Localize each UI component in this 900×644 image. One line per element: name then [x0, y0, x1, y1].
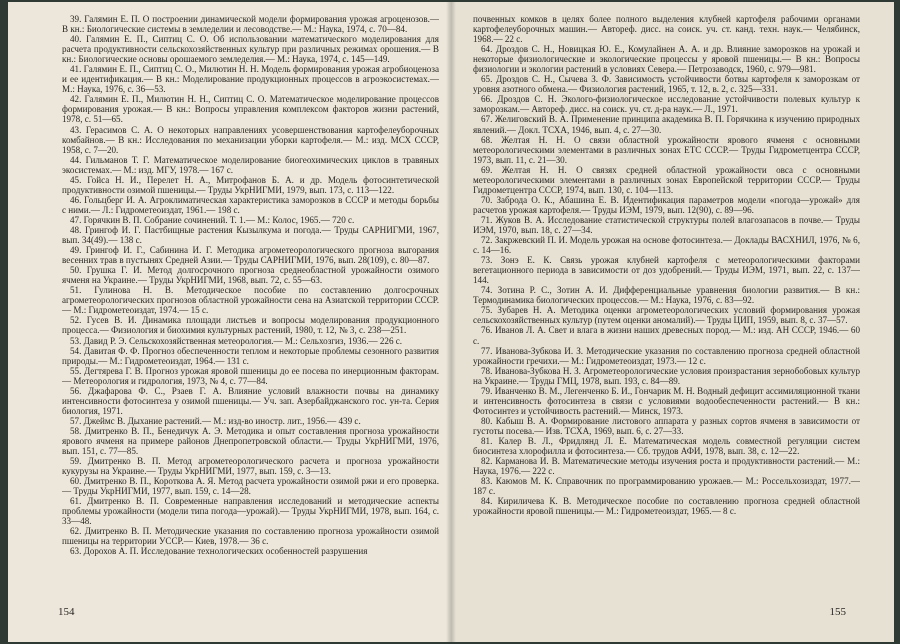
bibliography-entry: 75. Зубарев Н. А. Методика оценки агрометеорологических условий формирования урожая сельскохозяйственных культур (путем оценки аномалий).— Труды ЦИП, 1959, вып. 8, с. 37—57. [473, 305, 860, 326]
bibliography-entry: 40. Галямин Е. П., Сиптиц С. О. Об использовании математического моделирования для расчета продуктивности сельскохозяйственных культур при различных режимах орошения.— В кн.: Биологические основы орошаемого земледелия.— М.: Наука, 1974, с. 145—149. [62, 34, 439, 65]
bibliography-entry: 64. Дроздов С. Н., Новицкая Ю. Е., Комулайнен А. А. и др. Влияние заморозков на урожай и некоторые физиологические и экологические процессы у яровой пшеницы.— В кн.: Вопросы физиологии и экологии растений в условиях Севера.— Петрозаводск, 1960, с. 979—981. [473, 44, 860, 75]
bibliography-entry: 73. Зонэ Е. К. Связь урожая клубней картофеля с метеорологическими факторами вегетационного периода в зависимости от доз удобрений.— Труды ИЭМ, 1971, вып. 22, с. 137—144. [473, 255, 860, 286]
bibliography-entry: 62. Дмитренко В. П. Методические указания по составлению прогноза урожайности озимой пшеницы на территории УССР.— Киев, 1978.— 36 с. [62, 526, 439, 547]
left-bibliography-column [62, 14, 439, 600]
bibliography-entry: 69. Желтая Н. Н. О связях средней областной урожайности овса с основными метеорологическими элементами в различных зонах Европейской территории СССР.— Труды Гидрометцентра СССР, 1974, вып. 130, с. 104—113. [473, 164, 860, 195]
book-spread [8, 2, 894, 642]
bibliography-entry: 50. Грушка Г. И. Метод долгосрочного прогноза среднеобластной урожайности озимого ячменя на Украине.— Труды УкрНИГМИ, 1968, вып. 72, с. 55—63. [62, 265, 439, 286]
bibliography-entry: 82. Карманова И. В. Математические методы изучения роста и продуктивности растений.— М.: Наука, 1976.— 222 с. [473, 456, 860, 477]
bibliography-entry: 54. Давитая Ф. Ф. Прогноз обеспеченности теплом и некоторые проблемы сезонного развития природы.— М.: Гидрометеоиздат, 1964.— 131 с. [62, 345, 439, 366]
bibliography-entry: 63. Дорохов А. П. Исследование технологических особенностей разрушения [70, 546, 368, 557]
bibliography-entry: 49. Грингоф И. Г., Сабинина И. Г. Методика агрометеорологического прогноза выгорания весенних трав в пустынях Средней Азии.— Труды САРНИГМИ, 1976, вып. 28(109), с. 80—87. [62, 245, 439, 266]
bibliography-entry: 65. Дроздов С. Н., Сычева З. Ф. Зависимость устойчивости ботвы картофеля к заморозкам от уровня азотного обмена.— Физиология растений, 1965, т. 12, в. 2, с. 325—331. [473, 74, 860, 95]
bibliography-entry: 66. Дроздов С. Н. Эколого-физиологическое исследование устойчивости полевых культур к заморозкам.— Автореф. дисс. на соиск. уч. ст. д-ра наук.— Л., 1971. [473, 94, 860, 115]
bibliography-entry: 84. Кириличева К. В. Методическое пособие по составлению прогноза средней областной урожайности яровой пшеницы.— М.: Гидрометеоиздат, 1965.— 8 с. [473, 496, 860, 517]
bibliography-entry: 83. Каюмов М. К. Справочник по программированию урожаев.— М.: Россельхозиздат, 1977.— 187 с. [473, 476, 860, 497]
bibliography-entry: 43. Герасимов С. А. О некоторых направлениях усовершенствования картофелеуборочных комбайнов.— В кн.: Исследования по механизации уборки картофеля.— М.: изд. МСХ СССР, 1958, с. 7—20. [62, 124, 439, 155]
left-page-number: 154 [58, 606, 75, 618]
bibliography-entry: 70. Забродa О. К., Абашина Е. В. Идентификация параметров модели «погода—урожай» для расчетов урожая картофеля.— Труды ИЭМ, 1979, вып. 12(90), с. 89—96. [473, 194, 860, 215]
bibliography-entry: 79. Иванченко В. М., Легенченко Б. И., Гончарик М. Н. Водный дефицит ассимиляционной ткани и интенсивность фотосинтеза в связи с условиями водообеспеченности растений.— В кн.: Фотосинтез и устойчивость растений.— Минск, 1973. [473, 385, 860, 416]
bibliography-entry: 72. Закржевский П. И. Модель урожая на основе фотосинтеза.— Доклады ВАСХНИЛ, 1976, № 6, с. 14—16. [473, 235, 860, 256]
bibliography-entry: 76. Иванов Л. А. Свет и влага в жизни наших древесных пород.— М.: изд. АН СССР, 1946.— 60 с. [473, 325, 860, 346]
right-page-number: 155 [829, 606, 846, 618]
left-page [8, 2, 451, 642]
bibliography-entry: 60. Дмитренко В. П., Короткова А. Я. Метод расчета урожайности озимой ржи и его проверка.— Труды УкрНИГМИ, 1977, вып. 159, с. 14—28. [62, 476, 439, 497]
bibliography-entry: 46. Гольцберг И. А. Агроклиматическая характеристика заморозков в СССР и методы борьбы с ними.— Л.: Гидрометеоиздат, 1961.— 198 с. [62, 194, 439, 215]
bibliography-entry: почвенных комков в целях более полного выделения клубней картофеля рабочими органами картофелеуборочных машин.— Автореф. дисс. на соиск. уч. ст. канд. техн. наук.— Челябинск, 1968.— 22 с. [473, 14, 860, 45]
bibliography-entry: 42. Галямин Е. П., Милютин Н. Н., Сиптиц С. О. Математическое моделирование процессов формирования урожая.— В кн.: Вопросы управления комплексом факторов жизни растений, 1978, с. 51—65. [62, 94, 439, 125]
bibliography-entry: 44. Гильманов Т. Г. Математическое моделирование биогеохимических циклов в травяных экосистемах.— М.: изд. МГУ, 1978.— 167 с. [62, 154, 439, 175]
bibliography-entry: 55. Дегтярева Г. В. Прогноз урожая яровой пшеницы до ее посева по инерционным факторам.— Метеорология и гидрология, 1973, № 4, с. 77—84. [62, 365, 439, 386]
bibliography-entry: 51. Гулинова Н. В. Методическое пособие по составлению долгосрочных агрометеорологических прогнозов областной урожайности сена на Азиатской территории СССР.— М.: Гидрометеоиздат, 1974.— 15 с. [62, 285, 439, 316]
bibliography-entry: 56. Джафарова Ф. С., Рзаев Г. А. Влияние условий влажности почвы на динамику интенсивности фотосинтеза у озимой пшеницы.— Уч. зап. Азербайджанского гос. ун-та. Серия биология, 1971. [62, 385, 439, 416]
bibliography-entry: 47. Горячкин В. П. Собрание сочинений. Т. 1.— М.: Колос, 1965.— 720 с. [70, 214, 355, 225]
bibliography-entry: 57. Джеймс В. Дыхание растений.— М.: изд-во иностр. лит., 1956.— 439 с. [70, 415, 361, 426]
bibliography-entry: 74. Зотина Р. С., Зотин А. И. Дифференциальные уравнения биологии развития.— В кн.: Термодинамика биологических процессов.— М.: Наука, 1976, с. 83—92. [473, 285, 860, 306]
bibliography-entry: 48. Грингоф И. Г. Пастбищные растения Кызылкума и погода.— Труды САРНИГМИ, 1967, вып. 34(49).— 138 с. [62, 224, 439, 246]
bibliography-entry: 68. Желтая Н. Н. О связи областной урожайности ярового ячменя с основными метеорологическими элементами в различных зонах ЕТС СССР.— Труды Гидрометцентра СССР, 1973, вып. 11, с. 21—30. [473, 134, 860, 165]
bibliography-entry: 71. Жуков В. А. Исследование статистической структуры полей влагозапасов в почве.— Труды ИЭМ, 1970, вып. 18, с. 27—34. [473, 214, 860, 235]
bibliography-entry: 78. Иванова-Зубкова Н. З. Агрометеорологические условия произрастания зернобобовых культур на Украине.— Труды ГМЦ, 1978, вып. 193, с. 84—89. [473, 365, 860, 386]
right-bibliography-column [473, 14, 860, 600]
bibliography-entry: 39. Галямин Е. П. О построении динамической модели формирования урожая агроценозов.— В кн.: Биологические системы в земледелии и лесоводстве.— М.: Наука, 1974, с. 70—84. [62, 14, 439, 35]
bibliography-entry: 53. Давид Р. Э. Сельскохозяйственная метеорология.— М.: Сельхозгиз, 1936.— 226 с. [70, 335, 403, 346]
bibliography-entry: 61. Дмитренко В. П. Современные направления исследований и методические аспекты проблемы урожайности (модели типа погода—урожай).— Труды УкрНИГМИ, 1978, вып. 164, с. 33—48. [62, 496, 439, 527]
bibliography-entry: 45. Гойса Н. И., Перелет Н. А., Митрофанов Б. А. и др. Модель фотосинтетической продуктивности озимой пшеницы.— Труды УкрНИГМИ, 1979, вып. 173, с. 113—122. [62, 174, 439, 195]
bibliography-entry: 80. Кабыш В. А. Формирование листового аппарата у разных сортов ячменя в зависимости от густоты посева.— Изв. ТСХА, 1969, вып. 6, с. 27—33. [473, 415, 860, 436]
bibliography-entry: 41. Галямин Е. П., Сиптиц С. О., Милютин Н. Н. Модель формирования урожая агробиоценоза и ее идентификация.— В кн.: Моделирование продукционных процессов в агроэкосистемах.— М.: Наука, 1976, с. 36—53. [62, 64, 439, 95]
bibliography-entry: 67. Желиговский В. А. Применение принципа академика В. П. Горячкина к изучению природных явлений.— Докл. ТСХА, 1946, вып. 4, с. 27—30. [473, 114, 860, 135]
bibliography-entry: 59. Дмитренко В. П. Метод агрометеорологического расчета и прогноза урожайности кукурузы на Украине.— Труды УкрНИГМИ, 1977, вып. 159, с. 3—13. [62, 456, 439, 477]
bibliography-entry: 81. Калер В. Л., Фридлянд Л. Е. Математическая модель совместной регуляции систем биосинтеза хлорофилла и фотосинтеза.— Сб. трудов АФИ, 1978, вып. 38, с. 12—22. [473, 435, 860, 457]
right-page [451, 2, 894, 642]
bibliography-entry: 77. Иванова-Зубкова И. З. Методические указания по составлению прогноза средней областной урожайности гречихи.— М.: Гидрометеоиздат, 1973.— 12 с. [473, 345, 860, 366]
bibliography-entry: 52. Гусев В. И. Динамика площади листьев и вопросы моделирования продукционного процесса.— Физиология и биохимия культурных растений, 1980, т. 12, № 3, с. 238—251. [62, 315, 439, 336]
bibliography-entry: 58. Дмитренко В. П., Бенедичук А. Э. Методика и опыт составления прогноза урожайности ярового ячменя на примере районов Днепропетровской области.— Труды УкрНИГМИ, 1976, вып. 151, с. 77—85. [62, 425, 439, 457]
